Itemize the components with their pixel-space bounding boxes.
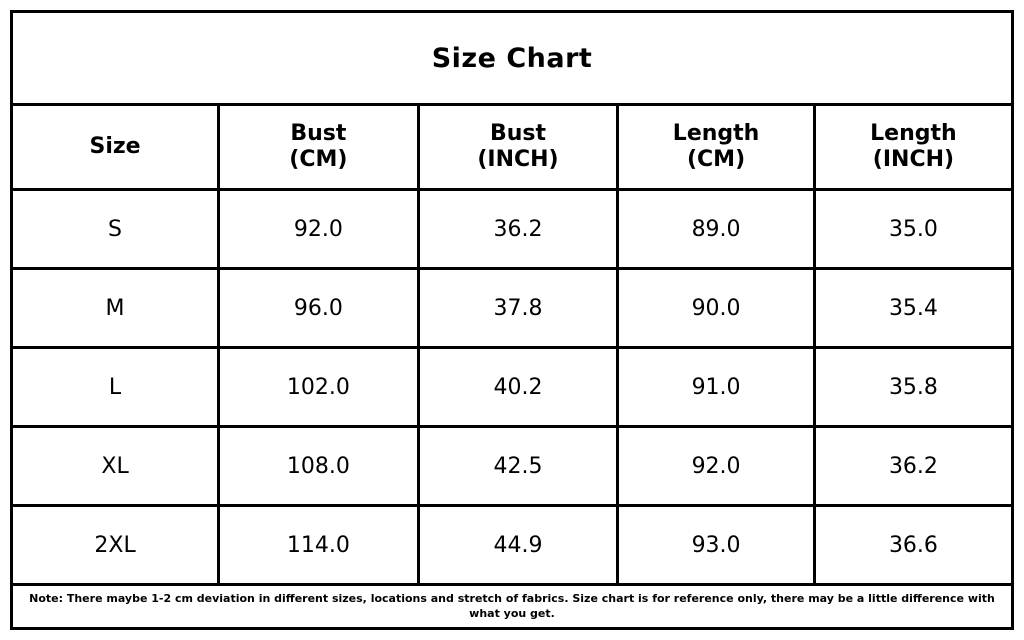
page-title: Size Chart <box>13 13 1011 106</box>
cell-bust-inch: 44.9 <box>418 506 618 585</box>
column-header-bust-inch-line1: Bust <box>489 120 546 146</box>
column-header-length-cm-line1: Length <box>672 120 760 146</box>
table-body <box>13 190 1011 585</box>
column-header-size <box>13 106 219 190</box>
table-row <box>13 348 1011 427</box>
cell-bust-inch: 37.8 <box>418 269 618 348</box>
cell-length-cm: 89.0 <box>618 190 815 269</box>
cell-length-inch: 35.4 <box>814 269 1011 348</box>
column-header-length-cm <box>618 106 815 190</box>
cell-size: S <box>13 190 219 269</box>
column-header-bust-cm-line1: Bust <box>290 120 347 146</box>
cell-bust-inch: 36.2 <box>418 190 618 269</box>
column-header-length-inch <box>814 106 1011 190</box>
cell-length-cm: 91.0 <box>618 348 815 427</box>
column-header-size-line1: Size <box>89 133 141 159</box>
cell-size: L <box>13 348 219 427</box>
column-header-length-inch-line2: (INCH) <box>872 147 955 172</box>
column-header-bust-inch-line2: (INCH) <box>477 147 559 172</box>
column-header-length-cm-line2: (CM) <box>686 147 746 172</box>
cell-size: M <box>13 269 219 348</box>
cell-bust-cm: 102.0 <box>219 348 419 427</box>
cell-bust-cm: 108.0 <box>219 427 419 506</box>
cell-length-inch: 35.8 <box>814 348 1011 427</box>
cell-bust-cm: 114.0 <box>219 506 419 585</box>
table-row <box>13 269 1011 348</box>
size-chart-frame <box>10 10 1014 630</box>
cell-length-inch: 36.6 <box>814 506 1011 585</box>
cell-size: 2XL <box>13 506 219 585</box>
table-header-row <box>13 106 1011 190</box>
table-header <box>13 106 1011 190</box>
cell-length-cm: 92.0 <box>618 427 815 506</box>
column-header-bust-cm <box>219 106 419 190</box>
cell-bust-inch: 40.2 <box>418 348 618 427</box>
cell-length-cm: 90.0 <box>618 269 815 348</box>
cell-bust-cm: 96.0 <box>219 269 419 348</box>
column-header-bust-inch <box>418 106 618 190</box>
column-header-length-inch-line1: Length <box>870 120 957 146</box>
cell-size: XL <box>13 427 219 506</box>
column-header-bust-cm-line2: (CM) <box>289 147 348 172</box>
table-row <box>13 427 1011 506</box>
cell-length-inch: 36.2 <box>814 427 1011 506</box>
table-row <box>13 190 1011 269</box>
cell-length-cm: 93.0 <box>618 506 815 585</box>
cell-length-inch: 35.0 <box>814 190 1011 269</box>
size-chart-note: Note: There maybe 1-2 cm deviation in different sizes, locations and stretch of fabrics. Size chart is for reference only, there may be a little difference with what you get. <box>29 592 995 620</box>
size-chart-table <box>13 106 1011 586</box>
cell-bust-cm: 92.0 <box>219 190 419 269</box>
table-row <box>13 506 1011 585</box>
cell-bust-inch: 42.5 <box>418 427 618 506</box>
